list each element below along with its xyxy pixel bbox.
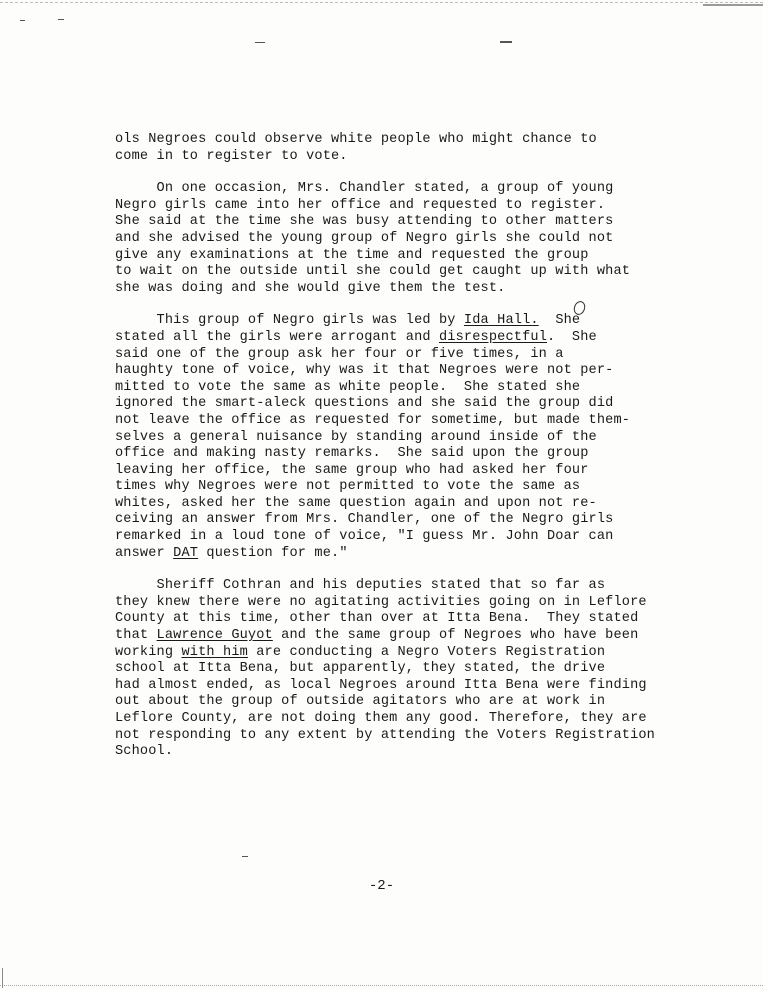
text-line: ols Negroes could observe white people who might chance to (115, 132, 597, 147)
stray-mark (242, 856, 248, 857)
scan-edge-bottom (0, 985, 763, 986)
text-line: On one occasion, Mrs. Chandler stated, a group of young (115, 181, 614, 197)
scan-edge-left (2, 968, 3, 988)
text-line: ignored the smart-aleck questions and she said the group did (115, 396, 614, 412)
text-line: selves a general nuisance by standing around inside of the (115, 429, 597, 445)
text-line: leaving her office, the same group who had asked her four (115, 462, 589, 478)
text-line: County at this time, other than over at Itta Bena. They stated (115, 611, 639, 627)
text-line: she was doing and she would give them the test. (115, 280, 506, 296)
text-line: office and making nasty remarks. She said upon the group (115, 446, 589, 462)
text-line: This group of Negro girls was led by Ida Hall. She (115, 313, 581, 329)
text-line: Leflore County, are not doing them any good. Therefore, they are (115, 711, 647, 726)
scan-mark-top-right (703, 4, 763, 6)
text-line: they knew there were no agitating activities going on in Leflore (115, 594, 647, 610)
text-line: not leave the office as requested for sometime, but made them- (115, 412, 631, 428)
text-line: come in to register to vote. (115, 148, 348, 164)
text-line: out about the group of outside agitators who are at work in (115, 694, 606, 710)
text-line: not responding to any extent by attending the Voters Registration (115, 727, 655, 743)
paragraph-1 (115, 132, 715, 165)
text-line: stated all the girls were arrogant and disrespectful. She (115, 329, 597, 345)
paragraph-4 (115, 578, 715, 761)
document-body (115, 132, 715, 761)
text-line: school at Itta Bena, but apparently, they stated, the drive (115, 661, 606, 677)
text-line: to wait on the outside until she could get caught up with what (115, 264, 631, 280)
text-line: remarked in a loud tone of voice, "I guess Mr. John Doar can (115, 529, 614, 545)
text-line: give any examinations at the time and requested the group (115, 247, 589, 263)
text-line: said one of the group ask her four or five times, in a (115, 346, 564, 362)
text-line: ceiving an answer from Mrs. Chandler, one of the Negro girls (115, 512, 614, 528)
text-line: She said at the time she was busy attending to other matters (115, 214, 614, 230)
text-line: times why Negroes were not permitted to vote the same as (115, 479, 581, 495)
text-line: and she advised the young group of Negro girls she could not (115, 230, 614, 246)
text-line: Sheriff Cothran and his deputies stated that so far as (115, 578, 606, 594)
scan-edge-top (0, 2, 763, 9)
text-line: haughty tone of voice, why was it that Negroes were not per- (115, 363, 614, 379)
text-line: whites, asked her the same question again and upon not re- (115, 495, 597, 511)
page-number: -2- (368, 878, 395, 894)
paragraph-2 (115, 181, 715, 297)
stray-mark (58, 19, 64, 20)
text-line: working with him are conducting a Negro Voters Registration (115, 644, 606, 660)
text-line: Negro girls came into her office and requested to register. (115, 197, 606, 213)
paragraph-3 (115, 313, 715, 562)
text-line: that Lawrence Guyot and the same group of Negroes who have been (115, 628, 639, 644)
text-line: School. (115, 744, 174, 760)
text-line: answer DAT question for me." (115, 545, 348, 561)
stray-mark (255, 42, 265, 43)
text-line: had almost ended, as local Negroes around Itta Bena were finding (115, 677, 647, 693)
stray-mark (20, 20, 25, 21)
text-line: mitted to vote the same as white people. She stated she (115, 379, 581, 395)
stray-mark (500, 41, 512, 43)
